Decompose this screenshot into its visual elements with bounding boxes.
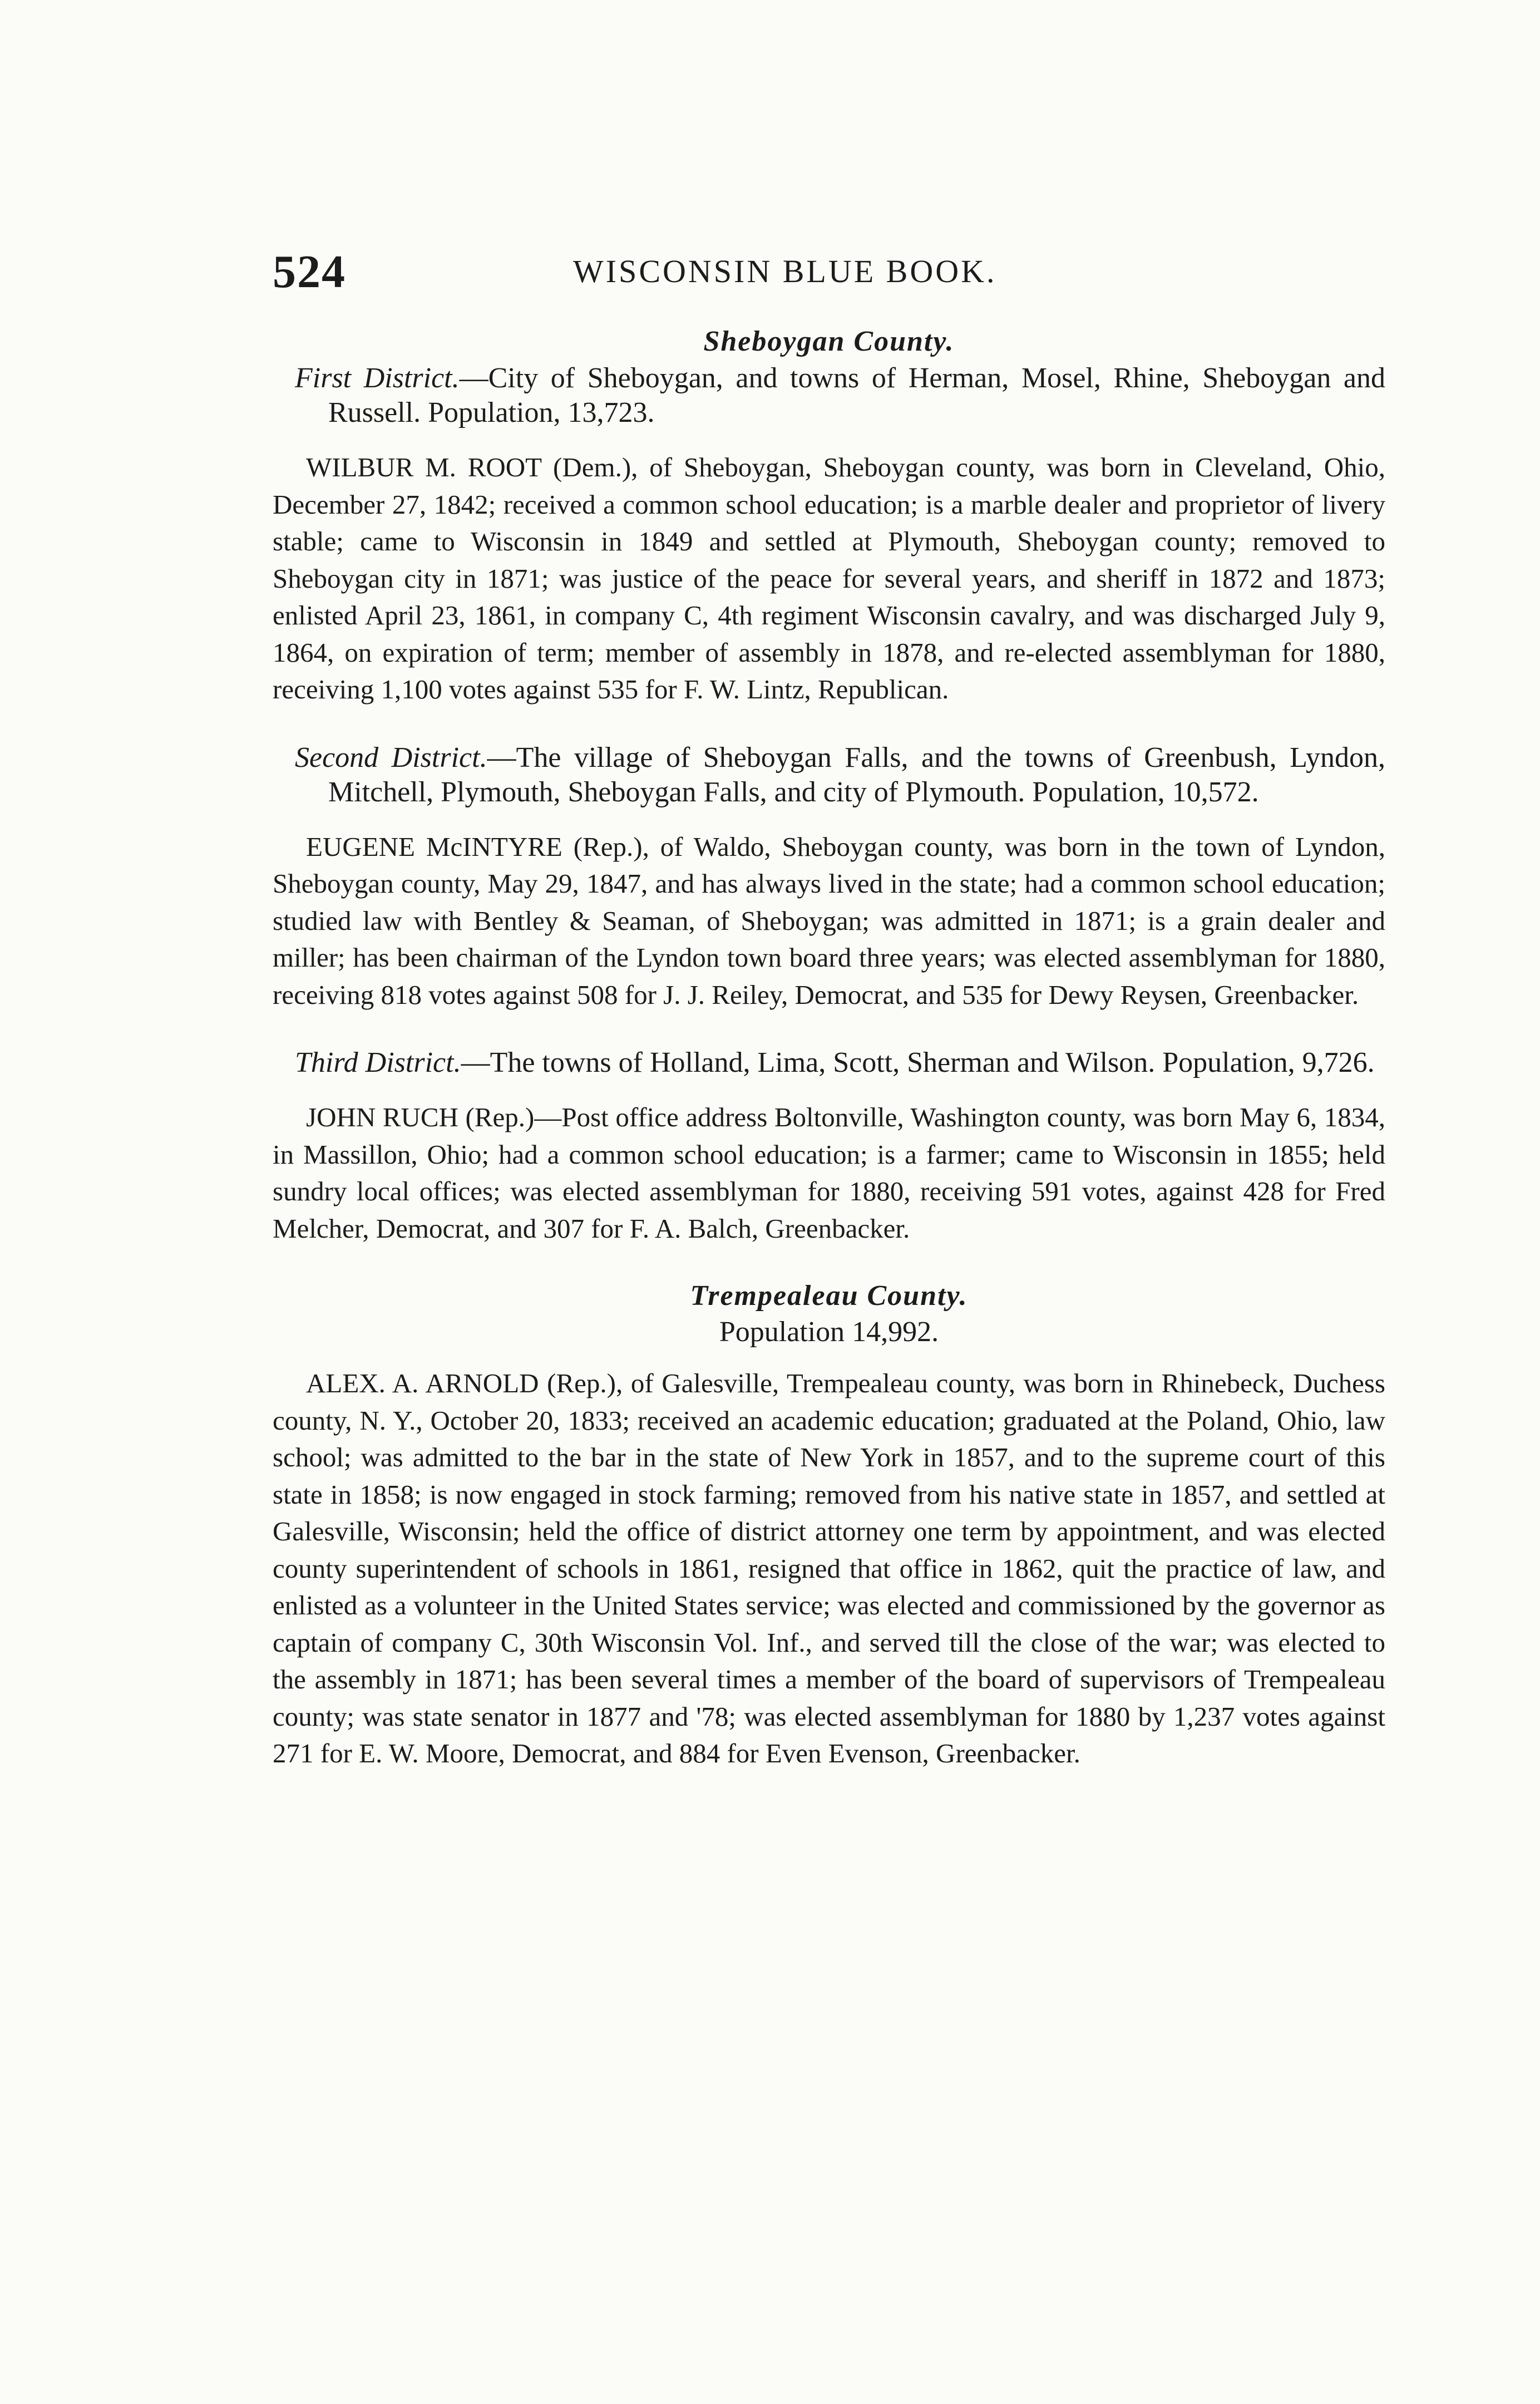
county-heading-trempealeau: Trempealeau County. <box>690 1280 968 1312</box>
district-description-third <box>273 1046 1385 1080</box>
district-label: Second District. <box>295 741 487 774</box>
district-description-second <box>273 741 1385 810</box>
page-number: 524 <box>273 246 346 298</box>
running-head <box>273 245 1385 312</box>
book-title: WISCONSIN BLUE BOOK. <box>573 253 997 289</box>
district-label: First District. <box>295 362 460 394</box>
page <box>273 245 1385 1772</box>
district-label: Third District. <box>295 1047 461 1078</box>
district-text: —The towns of Holland, Lima, Scott, Sherman and Wilson. Population, 9,726. <box>461 1047 1375 1078</box>
district-text: —The village of Sheboygan Falls, and the towns of Greenbush, Lyndon, Mitchell, Plymouth, Sheboygan Falls, and city of Plymouth. Population, 10,572. <box>328 741 1385 808</box>
district-description-first <box>273 361 1385 430</box>
county-heading-sheboygan: Sheboygan County. <box>703 326 955 357</box>
member-biography-root: WILBUR M. ROOT (Dem.), of Sheboygan, Sheboygan county, was born in Cleveland, Ohio, December 27, 1842; received a common school education; is a marble dealer and proprietor of livery stable; came to Wisconsin in 1849 and settled at Plymouth, Sheboygan county; removed to Sheboygan city in 1871; was justice of the peace for several years, and sheriff in 1872 and 1873; enlisted April 23, 1861, in company C, 4th regiment Wisconsin cavalry, and was discharged July 9, 1864, on expiration of term; member of assembly in 1878, and re-elected assemblyman for 1880, receiving 1,100 votes against 535 for F. W. Lintz, Republican. <box>273 452 1385 705</box>
member-biography-mcintyre: EUGENE McINTYRE (Rep.), of Waldo, Sheboygan county, was born in the town of Lyndon, Sheboygan county, May 29, 1847, and has always lived in the state; had a common school education; studied law with Bentley & Seaman, of Sheboygan; was admitted in 1871; is a grain dealer and miller; has been chairman of the Lyndon town board three years; was elected assemblyman for 1880, receiving 818 votes against 508 for J. J. Reiley, Democrat, and 535 for Dewy Reysen, Greenbacker. <box>273 831 1385 1010</box>
member-biography-ruch: JOHN RUCH (Rep.)—Post office address Boltonville, Washington county, was born May 6, 1834, in Massillon, Ohio; had a common school education; is a farmer; came to Wisconsin in 1855; held sundry local offices; was elected assemblyman for 1880, receiving 591 votes, against 428 for Fred Melcher, Democrat, and 307 for F. A. Balch, Greenbacker. <box>273 1102 1385 1244</box>
district-text: —City of Sheboygan, and towns of Herman, Mosel, Rhine, Sheboygan and Russell. Population, 13,723. <box>328 362 1385 428</box>
county-population: Population 14,992. <box>719 1316 939 1348</box>
member-biography-arnold: ALEX. A. ARNOLD (Rep.), of Galesville, Trempealeau county, was born in Rhinebeck, Duchess county, N. Y., October 20, 1833; received an academic education; graduated at the Poland, Ohio, law school; was admitted to the bar in the state of New York in 1857, and to the supreme court of this state in 1858; is now engaged in stock farming; removed from his native state in 1857, and settled at Galesville, Wisconsin; held the office of district attorney one term by appointment, and was elected county superintendent of schools in 1861, resigned that office in 1862, quit the practice of law, and enlisted as a volunteer in the United States service; was elected and commissioned by the governor as captain of company C, 30th Wisconsin Vol. Inf., and served till the close of the war; was elected to the assembly in 1871; has been several times a member of the board of supervisors of Trempealeau county; was state senator in 1877 and '78; was elected assemblyman for 1880 by 1,237 votes against 271 for E. W. Moore, Democrat, and 884 for Even Evenson, Greenbacker. <box>273 1368 1385 1768</box>
